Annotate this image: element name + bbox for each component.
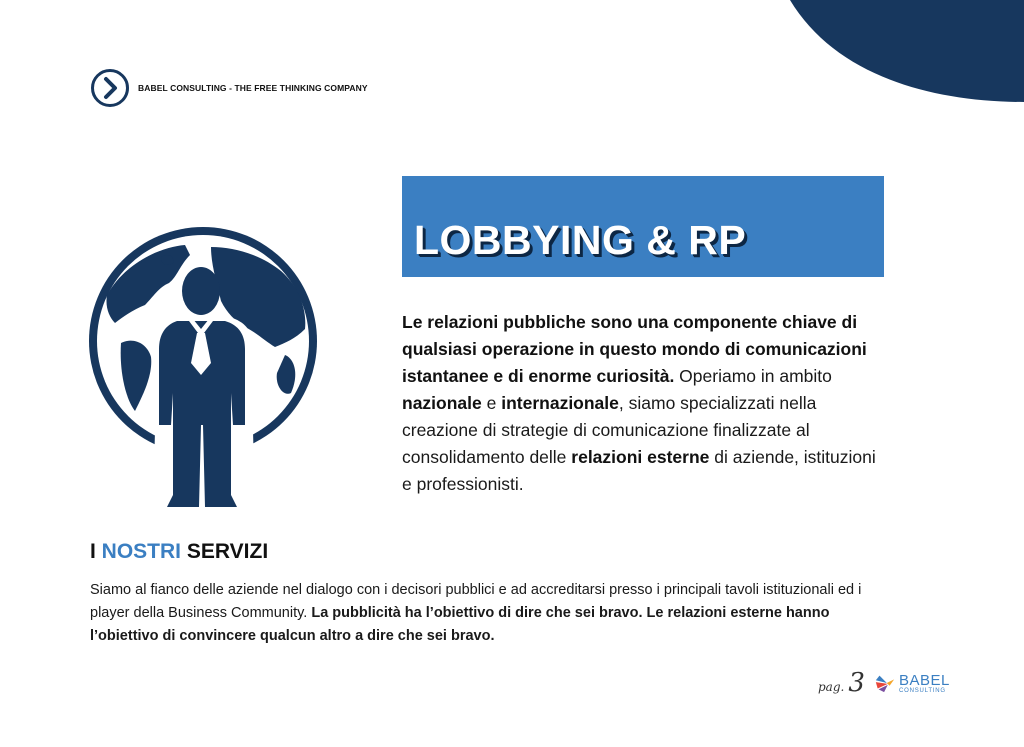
bird-logo-icon: [874, 672, 896, 694]
services-paragraph: Siamo al fianco delle aziende nel dialogo con i decisori pubblici e ad accreditarsi presso i principali tavoli istituzionali ed i player della Business Community. La pubblicità ha l’obiettivo di dire che sei bravo. Le relazioni esterne hanno l’obiettivo di convincere qualcun altro a dire che sei bravo.: [90, 582, 862, 644]
globe-businessman-icon: [85, 225, 325, 520]
page-number: [818, 668, 865, 698]
title-banner: [402, 176, 884, 277]
page-title: LOBBYING & RP: [414, 217, 747, 263]
intro-paragraph: Le relazioni pubbliche sono una componente chiave di qualsiasi operazione in questo mondo di comunicazioni istantanee e di enorme curiosità. Operiamo in ambito nazionale e internazionale, siamo specializzati nella creazione di strategie di comunicazione finalizzate al consolidamento delle relazioni esterne di aziende, istituzioni e professionisti.: [402, 312, 876, 494]
logo-name: BABEL: [899, 671, 950, 689]
company-name: BABEL CONSULTING - THE FREE THINKING COMPANY: [138, 83, 368, 93]
page-label: pag.: [818, 680, 845, 694]
footer-logo: [874, 672, 950, 694]
logo-text: [899, 673, 950, 694]
page-number-value: 3: [848, 668, 865, 698]
logo-subtitle: CONSULTING: [899, 687, 946, 694]
header: [90, 68, 368, 108]
services-heading: I NOSTRI SERVIZI: [90, 540, 269, 563]
chevron-right-icon: [90, 68, 130, 108]
